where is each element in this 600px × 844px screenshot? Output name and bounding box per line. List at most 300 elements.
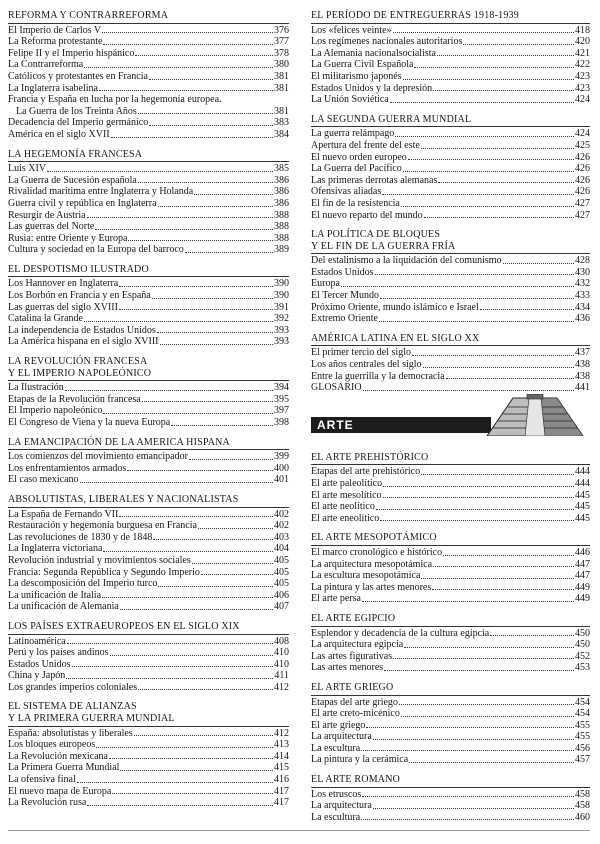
toc-entry[interactable] bbox=[311, 313, 590, 325]
toc-section-el-despotismo-ilustrado bbox=[8, 264, 289, 348]
page-number: 399 bbox=[274, 451, 289, 463]
toc-entry[interactable] bbox=[311, 83, 590, 95]
section-title-line: Y LA PRIMERA GUERRA MUNDIAL bbox=[8, 713, 175, 725]
entry-title: El arte creto-micénico bbox=[311, 708, 400, 720]
section-title bbox=[311, 774, 590, 788]
dot-leader bbox=[380, 298, 574, 299]
toc-entry[interactable] bbox=[311, 359, 590, 371]
page-number: 380 bbox=[274, 59, 289, 71]
page-number: 388 bbox=[274, 209, 289, 221]
entry-title: Felipe II y el Imperio hispánico bbox=[8, 47, 135, 59]
dot-leader bbox=[362, 796, 574, 797]
page-number: 450 bbox=[575, 627, 590, 639]
dot-leader bbox=[149, 79, 273, 80]
entry-title: Cultura y sociedad en la Europa del barroco bbox=[8, 244, 184, 256]
page-number: 398 bbox=[274, 417, 289, 428]
toc-entry[interactable] bbox=[311, 708, 590, 720]
entry-title: Los Borbón en Francia y en España bbox=[8, 290, 151, 302]
page-number: 381 bbox=[274, 70, 289, 82]
section-title bbox=[311, 613, 590, 627]
page-number: 457 bbox=[575, 754, 590, 766]
toc-entry[interactable] bbox=[311, 478, 590, 490]
dot-leader bbox=[138, 689, 273, 690]
toc-entry[interactable] bbox=[8, 186, 289, 198]
toc-section-la-revolucion-francesa bbox=[8, 356, 289, 429]
page-number: 436 bbox=[575, 313, 590, 325]
dot-leader bbox=[185, 252, 273, 253]
page-number: 378 bbox=[274, 47, 289, 59]
toc-entry[interactable] bbox=[8, 290, 289, 302]
toc-entry[interactable] bbox=[311, 662, 590, 674]
dot-leader bbox=[390, 102, 574, 103]
entry-title: Los regímenes nacionales autoritarios bbox=[311, 36, 463, 48]
section-title-line: LA REVOLUCIÓN FRANCESA bbox=[8, 356, 148, 368]
toc-entry[interactable] bbox=[311, 639, 590, 651]
dot-leader bbox=[383, 486, 574, 487]
dot-leader bbox=[153, 539, 273, 540]
dot-leader bbox=[433, 90, 574, 91]
section-title-line: EL ARTE EGIPCIO bbox=[311, 612, 396, 624]
dot-leader bbox=[341, 286, 574, 287]
toc-entry[interactable] bbox=[8, 83, 289, 95]
toc-entry[interactable] bbox=[8, 451, 289, 463]
toc-entry[interactable] bbox=[311, 547, 590, 559]
entry-title: El Congreso de Viena y la nueva Europa bbox=[8, 417, 171, 428]
toc-entry[interactable] bbox=[311, 720, 590, 732]
toc-entry[interactable] bbox=[8, 48, 289, 60]
section-title bbox=[311, 114, 590, 128]
section-title bbox=[311, 333, 590, 347]
toc-entry[interactable] bbox=[8, 382, 289, 394]
toc-entry[interactable] bbox=[8, 532, 289, 544]
toc-section-la-segunda-guerra-mundial bbox=[311, 114, 590, 221]
toc-entry[interactable] bbox=[311, 278, 590, 290]
toc-entry[interactable] bbox=[8, 129, 289, 141]
entry-title: La unificación de Alemania bbox=[8, 601, 119, 613]
toc-entry[interactable] bbox=[8, 417, 289, 429]
page-number: 385 bbox=[274, 163, 289, 175]
toc-entry[interactable] bbox=[311, 140, 590, 152]
toc-entry[interactable] bbox=[8, 774, 289, 786]
page-number: 394 bbox=[274, 382, 289, 394]
dot-leader bbox=[361, 819, 574, 820]
page-number: 447 bbox=[575, 570, 590, 582]
toc-entry[interactable] bbox=[311, 128, 590, 140]
toc-left-column bbox=[8, 10, 289, 817]
entry-title: Católicos y protestantes en Francia bbox=[8, 70, 148, 82]
dot-leader bbox=[72, 666, 274, 667]
section-title-line: EL SISTEMA DE ALIANZAS bbox=[8, 701, 137, 713]
toc-entry[interactable] bbox=[8, 543, 289, 555]
page-number: 455 bbox=[575, 719, 590, 731]
entry-title: El nuevo reparto del mundo bbox=[311, 209, 423, 221]
dot-leader bbox=[432, 589, 574, 590]
entry-title-continued: La Guerra de los Treinta Años bbox=[16, 105, 137, 117]
entry-title: La independencia de Estados Unidos bbox=[8, 324, 156, 336]
page-number: 454 bbox=[575, 708, 590, 720]
entry-title: La Guerra del Pacífico bbox=[311, 163, 402, 175]
toc-entry[interactable] bbox=[311, 163, 590, 175]
entry-title: El fin de la resistencia bbox=[311, 197, 400, 209]
toc-entry[interactable] bbox=[8, 302, 289, 314]
page-number: 426 bbox=[575, 151, 590, 163]
toc-entry[interactable] bbox=[8, 221, 289, 233]
toc-entry[interactable] bbox=[8, 244, 289, 256]
entry-title: Etapas del arte griego bbox=[311, 696, 398, 708]
page-number: 452 bbox=[575, 650, 590, 662]
entry-title: El arte persa bbox=[311, 593, 361, 605]
dot-leader bbox=[421, 148, 574, 149]
dot-leader bbox=[424, 217, 574, 218]
dot-leader bbox=[134, 735, 273, 736]
toc-entry[interactable] bbox=[8, 313, 289, 325]
dot-leader bbox=[404, 647, 574, 648]
page-number: 460 bbox=[575, 811, 590, 823]
toc-entry[interactable] bbox=[311, 255, 590, 267]
page-number: 445 bbox=[575, 501, 590, 513]
toc-entry[interactable] bbox=[311, 210, 590, 222]
dot-leader bbox=[366, 727, 574, 728]
section-title-line: LA SEGUNDA GUERRA MUNDIAL bbox=[311, 113, 472, 125]
toc-entry[interactable] bbox=[311, 94, 590, 106]
entry-title: Estados Unidos y la depresión bbox=[311, 82, 433, 94]
page-number: 426 bbox=[575, 163, 590, 175]
page-number: 420 bbox=[575, 36, 590, 48]
dot-leader bbox=[401, 716, 574, 717]
page-number: 426 bbox=[575, 186, 590, 198]
entry-title: Próximo Oriente, mundo islámico e Israel bbox=[311, 301, 479, 313]
page-number: 390 bbox=[274, 278, 289, 290]
toc-entry[interactable] bbox=[8, 578, 289, 590]
bottom-rule bbox=[8, 830, 590, 831]
page-number: 410 bbox=[274, 647, 289, 659]
section-title-line: EL ARTE ROMANO bbox=[311, 774, 401, 786]
page-number: 407 bbox=[274, 601, 289, 613]
page-number: 414 bbox=[274, 750, 289, 762]
dot-leader bbox=[95, 229, 273, 230]
page-number: 383 bbox=[274, 117, 289, 129]
entry-title: Francia y España en lucha por la hegemonía europea. bbox=[8, 94, 222, 106]
dot-leader bbox=[96, 747, 273, 748]
entry-title: Estados Unidos bbox=[311, 266, 374, 278]
toc-entry[interactable] bbox=[8, 71, 289, 83]
toc-entry[interactable] bbox=[311, 198, 590, 210]
dot-leader bbox=[393, 658, 574, 659]
toc-entry[interactable] bbox=[311, 800, 590, 812]
toc-entry[interactable] bbox=[8, 751, 289, 763]
toc-entry[interactable] bbox=[8, 520, 289, 532]
toc-entry[interactable] bbox=[8, 94, 289, 117]
entry-title: Los bloques europeos bbox=[8, 739, 96, 751]
toc-entry[interactable] bbox=[311, 513, 590, 525]
section-title-line: EL ARTE MESOPOTÁMICO bbox=[311, 532, 437, 544]
section-title bbox=[311, 229, 590, 254]
toc-section-el-arte-griego bbox=[311, 682, 590, 766]
entry-title: Ofensivas aliadas bbox=[311, 186, 382, 198]
entry-title: La Revolución mexicana bbox=[8, 750, 108, 762]
toc-entry[interactable] bbox=[311, 175, 590, 187]
page-number: 410 bbox=[274, 658, 289, 670]
toc-section-el-arte-egipcio bbox=[311, 613, 590, 674]
entry-title: España: absolutistas y liberales bbox=[8, 727, 133, 739]
toc-entry[interactable] bbox=[311, 651, 590, 663]
dot-leader bbox=[463, 44, 574, 45]
toc-entry[interactable] bbox=[8, 797, 289, 809]
toc-entry[interactable] bbox=[8, 601, 289, 613]
toc-entry[interactable] bbox=[8, 25, 289, 37]
toc-entry[interactable] bbox=[311, 186, 590, 198]
page-number: 386 bbox=[274, 186, 289, 198]
page-number: 430 bbox=[575, 266, 590, 278]
entry-title: El Imperio napoleónico bbox=[8, 405, 103, 417]
entry-title: La Ilustración bbox=[8, 382, 64, 394]
page-number: 406 bbox=[274, 589, 289, 601]
toc-entry[interactable] bbox=[311, 490, 590, 502]
page-number: 391 bbox=[274, 301, 289, 313]
page-number: 458 bbox=[575, 800, 590, 812]
dot-leader bbox=[103, 44, 273, 45]
dot-leader bbox=[375, 274, 575, 275]
entry-title: Las artes menores bbox=[311, 662, 384, 674]
section-title bbox=[311, 532, 590, 546]
dot-leader bbox=[421, 474, 574, 475]
entry-title: El Tercer Mundo bbox=[311, 290, 379, 302]
entry-title: Restauración y hegemonía burguesa en Francia bbox=[8, 520, 197, 532]
entry-title: La pintura y la cerámica bbox=[311, 754, 409, 766]
dot-leader bbox=[192, 563, 273, 564]
section-title-line: LA POLÍTICA DE BLOQUES bbox=[311, 229, 441, 241]
toc-entry[interactable] bbox=[311, 570, 590, 582]
toc-section-los-paises-extraeuropeos-en-el-siglo-xix bbox=[8, 621, 289, 694]
page-number: 456 bbox=[575, 742, 590, 754]
entry-title: La Inglaterra victoriana bbox=[8, 543, 103, 555]
toc-right-column bbox=[311, 10, 590, 831]
toc-section-reforma-y-contrarreforma bbox=[8, 10, 289, 141]
toc-entry[interactable] bbox=[311, 48, 590, 60]
toc-entry[interactable] bbox=[311, 789, 590, 801]
toc-entry[interactable] bbox=[311, 71, 590, 83]
dot-leader bbox=[103, 551, 273, 552]
arte-banner-label: ARTE bbox=[317, 417, 354, 432]
toc-entry[interactable] bbox=[8, 739, 289, 751]
dot-leader bbox=[160, 344, 273, 345]
toc-entry[interactable] bbox=[8, 463, 289, 475]
toc-entry[interactable] bbox=[311, 582, 590, 594]
dot-leader bbox=[379, 321, 574, 322]
dot-leader bbox=[138, 113, 273, 114]
section-title bbox=[311, 452, 590, 466]
toc-entry[interactable] bbox=[8, 210, 289, 222]
toc-entry[interactable] bbox=[311, 466, 590, 478]
toc-entry[interactable] bbox=[311, 382, 590, 394]
dot-leader bbox=[421, 578, 574, 579]
entry-title: La Primera Guerra Mundial bbox=[8, 762, 120, 774]
entry-title: El caso mexicano bbox=[8, 474, 79, 486]
page-number: 423 bbox=[575, 82, 590, 94]
dot-leader bbox=[109, 758, 273, 759]
dot-leader bbox=[401, 206, 574, 207]
page-number: 445 bbox=[575, 489, 590, 501]
dot-leader bbox=[112, 793, 273, 794]
toc-entry[interactable] bbox=[311, 267, 590, 279]
dot-leader bbox=[119, 286, 273, 287]
toc-entry[interactable] bbox=[8, 786, 289, 798]
page-number: 421 bbox=[575, 47, 590, 59]
toc-entry[interactable] bbox=[311, 302, 590, 314]
dot-leader bbox=[409, 762, 574, 763]
toc-entry[interactable] bbox=[311, 501, 590, 513]
entry-title: La guerra relámpago bbox=[311, 128, 395, 140]
toc-entry[interactable] bbox=[8, 659, 289, 671]
dot-leader bbox=[403, 79, 574, 80]
arte-banner bbox=[311, 408, 590, 436]
dot-leader bbox=[84, 67, 273, 68]
page-number: 386 bbox=[274, 197, 289, 209]
section-title bbox=[8, 701, 289, 726]
toc-entry[interactable] bbox=[8, 728, 289, 740]
dot-leader bbox=[102, 597, 273, 598]
entry-title: Europa bbox=[311, 278, 340, 290]
toc-entry[interactable] bbox=[8, 36, 289, 48]
entry-title: GLOSARIO bbox=[311, 382, 362, 394]
toc-entry[interactable] bbox=[8, 405, 289, 417]
toc-entry[interactable] bbox=[8, 670, 289, 682]
dot-leader bbox=[480, 309, 574, 310]
dot-leader bbox=[412, 355, 574, 356]
page-number: 388 bbox=[274, 232, 289, 244]
entry-title: La España de Fernando VII bbox=[8, 508, 119, 520]
toc-entry[interactable] bbox=[311, 371, 590, 383]
toc-entry[interactable] bbox=[311, 59, 590, 71]
entry-title: La Guerra Civil Española bbox=[311, 59, 414, 71]
toc-entry[interactable] bbox=[8, 117, 289, 129]
entry-title: El marco cronológico e histórico bbox=[311, 546, 443, 558]
section-title-line: REFORMA Y CONTRARREFORMA bbox=[8, 10, 169, 21]
page-number: 416 bbox=[274, 774, 289, 786]
entry-title: La arquitectura egipcia bbox=[311, 639, 404, 651]
page-number: 413 bbox=[274, 739, 289, 751]
toc-section-la-politica-de-bloques bbox=[311, 229, 590, 325]
toc-entry[interactable] bbox=[8, 163, 289, 175]
toc-section-el-arte-romano bbox=[311, 774, 590, 823]
dot-leader bbox=[111, 137, 273, 138]
section-title bbox=[8, 356, 289, 381]
toc-section-la-hegemonia-francesa bbox=[8, 149, 289, 256]
toc-entry[interactable] bbox=[311, 743, 590, 755]
toc-entry[interactable] bbox=[8, 394, 289, 406]
page-number: 390 bbox=[274, 290, 289, 302]
entry-title: La Alemania nacionalsocialista bbox=[311, 47, 436, 59]
dot-leader bbox=[87, 217, 273, 218]
page-number: 445 bbox=[575, 512, 590, 524]
entry-title: El primer tercio del siglo bbox=[311, 347, 411, 359]
page-number: 415 bbox=[274, 762, 289, 774]
toc-entry[interactable] bbox=[311, 593, 590, 605]
page-number: 454 bbox=[575, 696, 590, 708]
page-number: 381 bbox=[274, 105, 289, 117]
section-title bbox=[311, 10, 590, 24]
dot-leader bbox=[201, 574, 273, 575]
page-number: 449 bbox=[575, 593, 590, 605]
dot-leader bbox=[382, 194, 574, 195]
page-number: 426 bbox=[575, 174, 590, 186]
entry-title: Las primeras derrotas alemanas bbox=[311, 174, 438, 186]
toc-entry[interactable] bbox=[311, 628, 590, 640]
toc-entry[interactable] bbox=[311, 152, 590, 164]
dot-leader bbox=[128, 240, 273, 241]
page-number: 428 bbox=[575, 255, 590, 267]
page-number: 418 bbox=[575, 24, 590, 36]
toc-entry[interactable] bbox=[8, 636, 289, 648]
page-number: 434 bbox=[575, 301, 590, 313]
entry-title: La arquitectura mesopotámica bbox=[311, 558, 433, 570]
entry-title: Decadencia del Imperio germánico bbox=[8, 117, 149, 129]
toc-entry[interactable] bbox=[311, 347, 590, 359]
dot-leader bbox=[423, 367, 574, 368]
toc-entry[interactable] bbox=[8, 175, 289, 187]
toc-entry[interactable] bbox=[8, 474, 289, 486]
toc-section-la-emancipacion-de-la-america-hispana bbox=[8, 437, 289, 486]
page-number: 423 bbox=[575, 70, 590, 82]
toc-entry[interactable] bbox=[8, 682, 289, 694]
dot-leader bbox=[65, 390, 273, 391]
entry-title: Los «felices veinte» bbox=[311, 24, 392, 36]
toc-section-america-latina-en-el-siglo-xx bbox=[311, 333, 590, 394]
toc-entry[interactable] bbox=[8, 59, 289, 71]
entry-title: La Inglaterra isabelina bbox=[8, 82, 98, 94]
toc-section-el-arte-prehistorico bbox=[311, 452, 590, 525]
toc-entry[interactable] bbox=[8, 278, 289, 290]
toc-entry[interactable] bbox=[311, 731, 590, 743]
toc-entry[interactable] bbox=[8, 567, 289, 579]
toc-entry[interactable] bbox=[8, 762, 289, 774]
toc-entry[interactable] bbox=[311, 36, 590, 48]
page-number: 401 bbox=[274, 474, 289, 486]
entry-title: Rivalidad marítima entre Inglaterra y Holanda bbox=[8, 186, 194, 198]
dot-leader bbox=[67, 643, 273, 644]
entry-title: La escultura bbox=[311, 811, 361, 823]
toc-entry[interactable] bbox=[8, 336, 289, 348]
toc-entry[interactable] bbox=[311, 754, 590, 766]
toc-entry[interactable] bbox=[8, 509, 289, 521]
entry-title: El Imperio de Carlos V bbox=[8, 24, 102, 36]
toc-entry[interactable] bbox=[8, 555, 289, 567]
toc-entry[interactable] bbox=[311, 697, 590, 709]
entry-title: El nuevo mapa de Europa bbox=[8, 785, 112, 797]
toc-entry[interactable] bbox=[8, 325, 289, 337]
toc-section-el-sistema-de-alianzas bbox=[8, 701, 289, 808]
page-number: 405 bbox=[274, 554, 289, 566]
page-number: 433 bbox=[575, 290, 590, 302]
toc-entry[interactable] bbox=[8, 590, 289, 602]
page-number: 441 bbox=[575, 382, 590, 394]
page-number: 404 bbox=[274, 543, 289, 555]
entry-title: La Unión Soviética bbox=[311, 94, 389, 106]
entry-title: Los grandes imperios coloniales bbox=[8, 681, 138, 693]
dot-leader bbox=[99, 90, 273, 91]
toc-entry[interactable] bbox=[8, 233, 289, 245]
page-number: 395 bbox=[274, 393, 289, 405]
toc-entry[interactable] bbox=[8, 198, 289, 210]
toc-entry[interactable] bbox=[311, 290, 590, 302]
toc-arte bbox=[311, 452, 590, 824]
toc-entry[interactable] bbox=[311, 559, 590, 571]
toc-entry[interactable] bbox=[311, 812, 590, 824]
entry-title: Etapas del arte prehistórico bbox=[311, 466, 421, 478]
toc-entry[interactable] bbox=[311, 25, 590, 37]
toc-entry[interactable] bbox=[8, 647, 289, 659]
entry-title: Resurgir de Austria bbox=[8, 209, 86, 221]
